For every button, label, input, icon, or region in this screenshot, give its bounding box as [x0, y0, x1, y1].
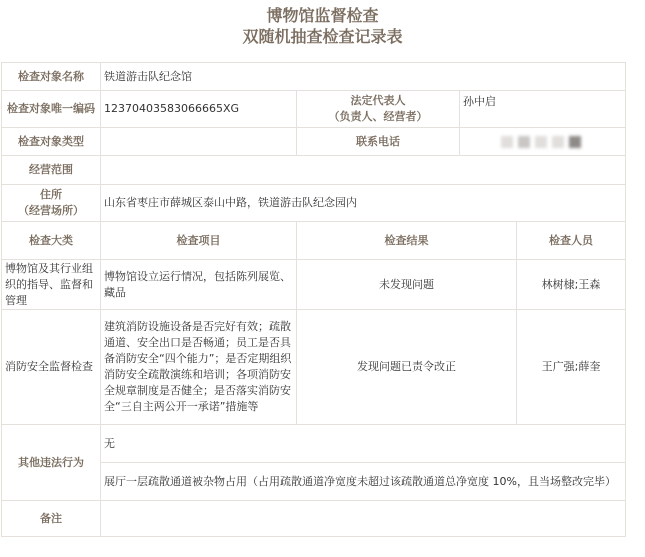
- remarks-value: [101, 501, 626, 537]
- row-1-category: 博物馆及其行业组织的指导、监督和管理: [2, 260, 101, 310]
- title-line-1: 博物馆监督检查: [266, 6, 379, 25]
- title-line-2: 双随机抽查检查记录表: [242, 27, 403, 46]
- phone-label: 联系电话: [297, 128, 460, 156]
- redacted-phone-block: [552, 136, 564, 148]
- business-scope-value: [101, 156, 626, 185]
- row-headers: [2, 222, 626, 260]
- row-object-name: [2, 63, 626, 91]
- unique-code-value: 12370403583066665XG: [101, 91, 297, 128]
- table-row: [2, 260, 626, 310]
- violations-label: 其他违法行为: [2, 425, 101, 501]
- legal-rep-label: 法定代表人 （负责人、经营者）: [297, 91, 460, 128]
- unique-code-label: 检查对象唯一编码: [2, 91, 101, 128]
- table-row: [2, 310, 626, 425]
- object-type-value: [101, 128, 297, 156]
- redacted-phone-block: [501, 136, 513, 148]
- violations-line-2: 展厅一层疏散通道被杂物占用（占用疏散通道净宽度未超过该疏散通道总净宽度 10%，且当场整改完毕）: [101, 463, 626, 501]
- row-address: [2, 185, 626, 222]
- row-violations-1: [2, 425, 626, 463]
- address-value: 山东省枣庄市薛城区泰山中路，铁道游击队纪念园内: [101, 185, 626, 222]
- violations-line-1: 无: [101, 425, 626, 463]
- header-result: 检查结果: [297, 222, 517, 260]
- redacted-phone-block: [569, 136, 581, 148]
- object-name-value: 铁道游击队纪念馆: [101, 63, 626, 91]
- row-2-category: 消防安全监督检查: [2, 310, 101, 425]
- row-1-result: 未发现问题: [297, 260, 517, 310]
- legal-rep-value: 孙中启: [460, 91, 626, 128]
- object-type-label: 检查对象类型: [2, 128, 101, 156]
- row-2-item: 建筑消防设施设备是否完好有效；疏散通道、安全出口是否畅通；员工是否具备消防安全“四个能力”；是否定期组织消防安全疏散演练和培训；各项消防安全规章制度是否健全；是否落实消防安全“三自主两公开一承诺”措施等: [101, 310, 297, 425]
- header-inspector: 检查人员: [517, 222, 626, 260]
- header-category: 检查大类: [2, 222, 101, 260]
- row-1-inspector: 林树棣;王森: [517, 260, 626, 310]
- remarks-label: 备注: [2, 501, 101, 537]
- object-name-label: 检查对象名称: [2, 63, 101, 91]
- row-2-result: 发现问题已责令改正: [297, 310, 517, 425]
- phone-value: [460, 128, 626, 156]
- redacted-phone-block: [518, 136, 530, 148]
- business-scope-label: 经营范围: [2, 156, 101, 185]
- row-2-inspector: 王广强;薛奎: [517, 310, 626, 425]
- row-1-item: 博物馆设立运行情况，包括陈列展览、藏品: [101, 260, 297, 310]
- row-business-scope: [2, 156, 626, 185]
- inspection-record-table: [1, 62, 626, 537]
- header-item: 检查项目: [101, 222, 297, 260]
- row-unique-code: [2, 91, 626, 128]
- redacted-phone-block: [535, 136, 547, 148]
- address-label: 住所 （经营场所）: [2, 185, 101, 222]
- row-object-type: [2, 128, 626, 156]
- row-remarks: [2, 501, 626, 537]
